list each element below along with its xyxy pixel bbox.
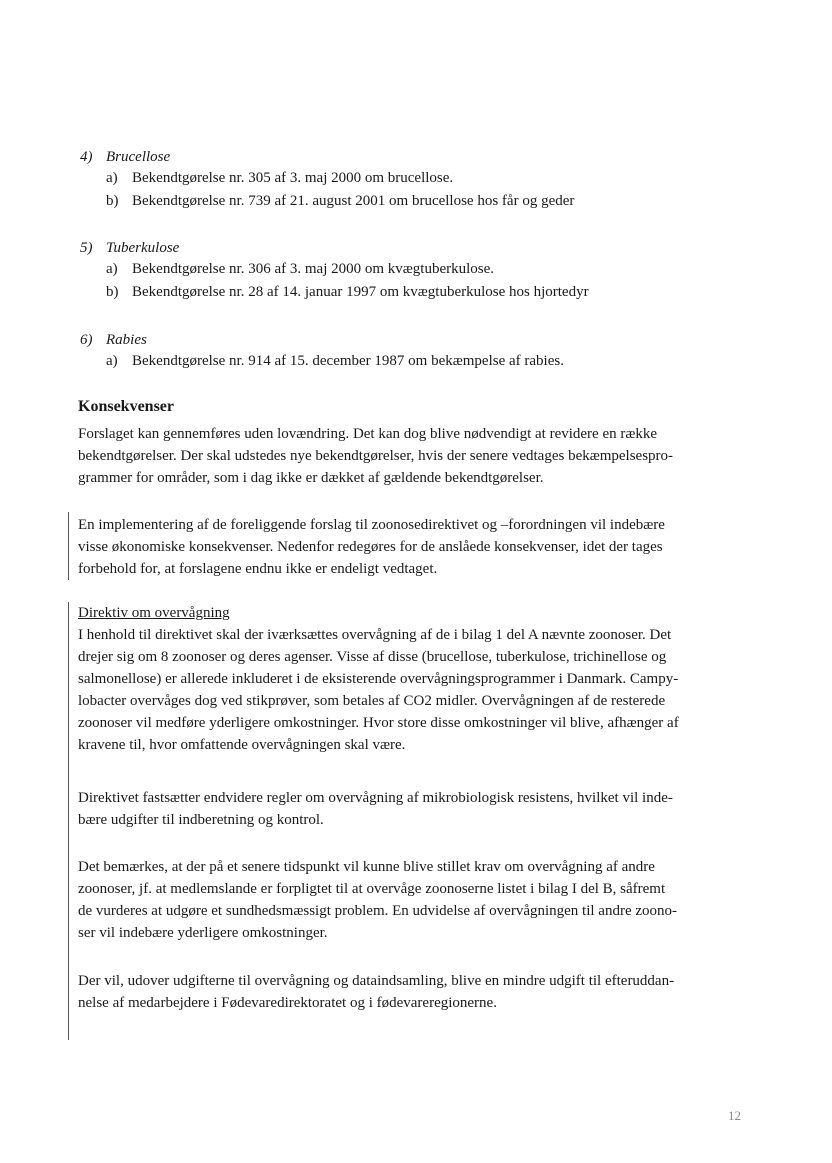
- text-line: ser vil indebære yderligere omkostninger.: [78, 925, 328, 941]
- text-line: salmonellose) er allerede inkluderet i de eksisterende overvågningsprogrammer i Danmark. Campy-: [78, 671, 679, 687]
- text-line: de vurderes at udgøre et sundhedsmæssigt problem. En udvidelse af overvågningen til andre zoono-: [78, 903, 678, 919]
- text-line: Direktivet fastsætter endvidere regler om overvågning af mikrobiologisk resistens, hvilket vil inde-: [78, 790, 673, 806]
- direktiv-subheading: Direktiv om overvågning: [78, 605, 230, 621]
- text-line: bekendtgørelser. Der skal udstedes nye bekendtgørelser, hvis der senere vedtages bekæmpelsespro-: [78, 448, 674, 464]
- text-line: En implementering af de foreliggende forslag til zoonosedirektivet og –forordningen vil indebære: [78, 517, 665, 533]
- revision-bar: [68, 602, 69, 1040]
- text-line: lobacter overvåges dog ved stikprøver, som betales af CO2 midler. Overvågningen af de resterede: [78, 693, 666, 709]
- section-title: Brucellose: [106, 149, 171, 165]
- text-line: kravene til, hvor omfattende overvågningen skal være.: [78, 737, 406, 753]
- direktiv-paragraph-3: [78, 856, 753, 944]
- text-line: visse økonomiske konsekvenser. Nedenfor redegøres for de anslåede konsekvenser, idet der tages: [78, 539, 663, 555]
- item-text: Bekendtgørelse nr. 306 af 3. maj 2000 om kvægtuberkulose.: [132, 261, 495, 277]
- item-text: Bekendtgørelse nr. 914 af 15. december 1987 om bekæmpelse af rabies.: [132, 353, 564, 369]
- section-heading: [80, 238, 760, 258]
- list-item: [80, 350, 760, 373]
- konsekvenser-heading: Konsekvenser: [78, 398, 174, 415]
- konsekvenser-paragraph-1: [78, 423, 753, 489]
- page-number: 12: [728, 1108, 741, 1123]
- section-heading: [80, 147, 760, 167]
- text-line: I henhold til direktivet skal der iværksættes overvågning af de i bilag 1 del A nævnte zoonoser. Det: [78, 627, 672, 643]
- text-line: zoonoser, jf. at medlemslande er forpligtet til at overvåge zoonoserne listet i bilag I del B, såfremt: [78, 881, 666, 897]
- section-number: 5): [80, 240, 93, 256]
- section-tuberkulose: [80, 238, 760, 304]
- section-number: 4): [80, 149, 93, 165]
- section-brucellose: [80, 147, 760, 213]
- direktiv-paragraph-2: [78, 787, 753, 831]
- section-title: Tuberkulose: [106, 240, 180, 256]
- section-number: 6): [80, 332, 93, 348]
- item-letter: b): [106, 193, 119, 209]
- section-title: Rabies: [106, 332, 147, 348]
- direktiv-paragraph-1: [78, 602, 753, 756]
- item-letter: a): [106, 170, 118, 186]
- text-line: drejer sig om 8 zoonoser og deres agenser. Visse af disse (brucellose, tuberkulose, trichinellose og: [78, 649, 667, 665]
- konsekvenser-paragraph-2: [78, 514, 753, 580]
- item-text: Bekendtgørelse nr. 28 af 14. januar 1997 om kvægtuberkulose hos hjortedyr: [132, 284, 589, 300]
- text-line: Det bemærkes, at der på et senere tidspunkt vil kunne blive stillet krav om overvågning af andre: [78, 859, 655, 875]
- item-text: Bekendtgørelse nr. 305 af 3. maj 2000 om brucellose.: [132, 170, 454, 186]
- list-item: [80, 167, 760, 190]
- item-letter: b): [106, 284, 119, 300]
- text-line: bære udgifter til indberetning og kontrol.: [78, 812, 324, 828]
- list-item: [80, 190, 760, 213]
- text-line: forbehold for, at forslagene endnu ikke er endeligt vedtaget.: [78, 561, 438, 577]
- item-text: Bekendtgørelse nr. 739 af 21. august 2001 om brucellose hos får og geder: [132, 193, 575, 209]
- list-item: [80, 258, 760, 281]
- text-line: Der vil, udover udgifterne til overvågning og dataindsamling, blive en mindre udgift til efteruddan-: [78, 973, 675, 989]
- text-line: zoonoser vil medføre yderligere omkostninger. Hvor store disse omkostninger vil blive, afhænger af: [78, 715, 679, 731]
- section-rabies: [80, 330, 760, 373]
- text-line: grammer for områder, som i dag ikke er dækket af gældende bekendtgørelser.: [78, 470, 544, 486]
- item-letter: a): [106, 353, 118, 369]
- section-heading: [80, 330, 760, 350]
- text-line: nelse af medarbejdere i Fødevaredirektoratet og i fødevareregionerne.: [78, 995, 497, 1011]
- list-item: [80, 281, 760, 304]
- text-line: Forslaget kan gennemføres uden lovændring. Det kan dog blive nødvendigt at revidere en række: [78, 426, 658, 442]
- direktiv-paragraph-4: [78, 970, 753, 1014]
- item-letter: a): [106, 261, 118, 277]
- revision-bar: [68, 512, 69, 580]
